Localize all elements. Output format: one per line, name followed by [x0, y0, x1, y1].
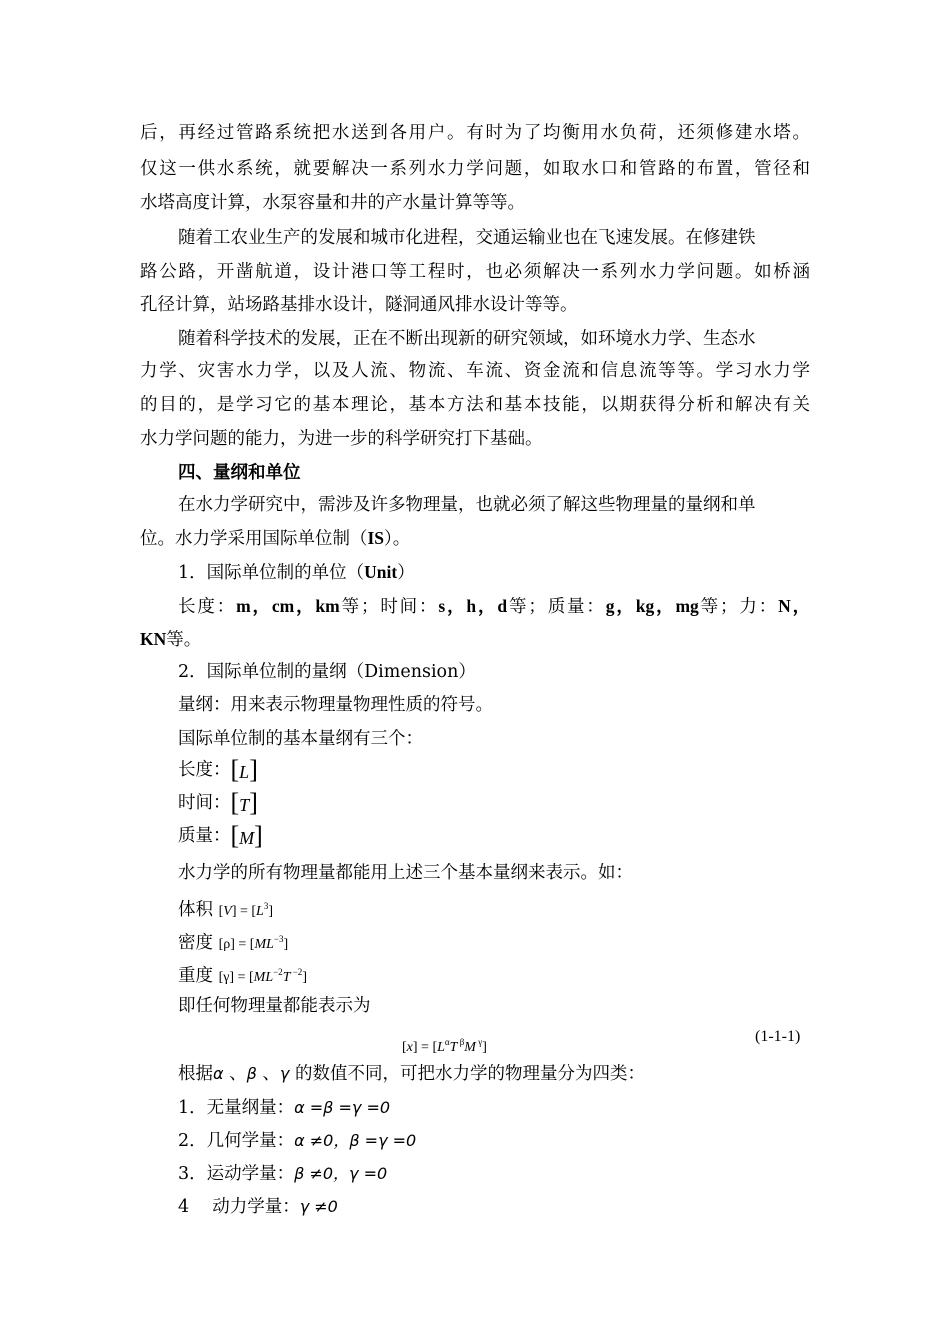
alpha-symbol: α	[213, 1064, 224, 1083]
paragraph-3-line-2: 力学、灾害水力学，以及人流、物流、车流、资金流和信息流等等。学习水力学	[140, 361, 810, 381]
class-2-label: 2．几何学量：	[178, 1131, 295, 1151]
units-etc-4: 等。	[166, 630, 202, 650]
separator-1: 、	[229, 1064, 247, 1084]
classify-prefix: 根据	[178, 1064, 213, 1084]
dimension-all: 水力学的所有物理量都能用上述三个基本量纲来表示。如：	[178, 863, 633, 883]
class-3-condition: β ≠0，γ =0	[294, 1164, 388, 1183]
gamma-symbol: γ	[279, 1064, 290, 1083]
class-2-condition: α ≠0，β =γ =0	[294, 1131, 417, 1150]
force-unit-kn: KN	[140, 629, 167, 649]
dim-mass	[178, 821, 263, 850]
separator-2: 、	[262, 1064, 280, 1084]
dimension-definition: 量纲：用来表示物理量物理性质的符号。	[178, 695, 493, 715]
paragraph-3-line-4: 水力学问题的能力，为进一步的科学研究打下基础。	[140, 429, 543, 449]
class-4-label: 4 动力学量：	[178, 1197, 300, 1217]
equation-number: (1-1-1)	[755, 1028, 801, 1045]
dim-length-symbol: [L]	[230, 755, 258, 784]
mass-units: g，kg，mg	[605, 596, 699, 616]
class-2	[178, 1129, 416, 1153]
paragraph-1-line-2: 仅这一供水系统，就要解决一系列水力学问题，如取水口和管路的布置，管径和	[140, 159, 810, 179]
weight-label: 重度	[178, 966, 213, 986]
paragraph-1-line-3: 水塔高度计算，水泵容量和井的产水量计算等等。	[140, 193, 525, 213]
dim-time-label: 时间：	[178, 793, 231, 813]
density-formula: $[\rho] = [ML^{-3}]$	[218, 934, 289, 952]
force-unit: N，	[778, 596, 811, 616]
units-heading-suffix: ）	[397, 563, 415, 583]
paragraph-1-line-1: 后，再经过管路系统把水送到各用户。有时为了均衡用水负荷，还须修建水塔。	[140, 123, 810, 143]
class-4-condition: γ ≠0	[299, 1197, 338, 1216]
classify-line	[178, 1062, 645, 1086]
units-line-1	[178, 594, 810, 619]
dimension-any: 即任何物理量都能表示为	[178, 996, 371, 1016]
beta-symbol: β	[246, 1064, 257, 1083]
dimension-basic: 国际单位制的基本量纲有三个：	[178, 729, 423, 749]
class-3	[178, 1162, 387, 1186]
class-1	[178, 1096, 390, 1120]
section-heading: 四、量纲和单位	[178, 463, 301, 483]
intro-text: 位。水力学采用国际单位制（	[140, 529, 368, 549]
length-units: m，cm，km	[236, 596, 340, 616]
dim-mass-symbol: [M]	[230, 821, 263, 850]
formula-weight	[178, 960, 307, 990]
units-etc-1: 等；时间：	[339, 597, 439, 617]
classify-suffix: 的数值不同，可把水力学的物理量分为四类：	[294, 1064, 645, 1084]
class-1-label: 1．无量纲量：	[178, 1098, 295, 1118]
paragraph-3-line-1: 随着科学技术的发展，正在不断出现新的研究领域，如环境水力学、生态水	[178, 329, 756, 349]
class-3-label: 3．运动学量：	[178, 1164, 295, 1184]
class-4	[178, 1195, 338, 1219]
weight-formula: $[\gamma] = [ML^{-2}T$ $^{-2}$]	[218, 967, 307, 985]
length-label: 长度：	[178, 597, 237, 617]
dim-time-symbol: [T]	[230, 788, 258, 817]
time-units: s，h，d	[438, 596, 508, 616]
dim-time	[178, 788, 258, 817]
intro-close: ）。	[384, 529, 411, 549]
formula-density	[178, 927, 288, 957]
dimension-heading: 2．国际单位制的量纲（Dimension）	[178, 662, 476, 682]
paragraph-3-line-3: 的目的，是学习它的基本理论，基本方法和基本技能，以期获得分析和解决有关	[140, 395, 810, 415]
dim-length	[178, 755, 258, 784]
units-heading	[178, 560, 415, 585]
density-label: 密度	[178, 933, 213, 953]
paragraph-2-line-1: 随着工农业生产的发展和城市化进程，交通运输业也在飞速发展。在修建铁	[178, 228, 756, 248]
general-formula: $[x] = [L^\alpha T$ $^\beta$M $^\gamma$]	[402, 1037, 487, 1055]
paragraph-2-line-3: 孔径计算，站场路基排水设计，隧洞通风排水设计等等。	[140, 295, 578, 315]
units-etc-3: 等；力：	[698, 597, 779, 617]
intro-si-abbr: IS	[367, 528, 385, 548]
class-1-condition: α =β =γ =0	[294, 1098, 391, 1117]
units-line-2	[140, 627, 201, 652]
intro-line-2	[140, 526, 410, 551]
intro-line-1: 在水力学研究中，需涉及许多物理量，也就必须了解这些物理量的量纲和单	[178, 495, 756, 515]
volume-label: 体积	[178, 900, 213, 920]
dim-mass-label: 质量：	[178, 826, 231, 846]
volume-formula: $[V] = [L^3]$	[218, 901, 274, 919]
paragraph-2-line-2: 路公路，开凿航道，设计港口等工程时，也必须解决一系列水力学问题。如桥涵	[140, 262, 810, 282]
units-heading-term: Unit	[364, 562, 398, 582]
units-etc-2: 等；质量：	[507, 597, 606, 617]
dim-length-label: 长度：	[178, 760, 231, 780]
formula-volume	[178, 894, 273, 924]
units-heading-prefix: 1．国际单位制的单位（	[178, 563, 365, 583]
